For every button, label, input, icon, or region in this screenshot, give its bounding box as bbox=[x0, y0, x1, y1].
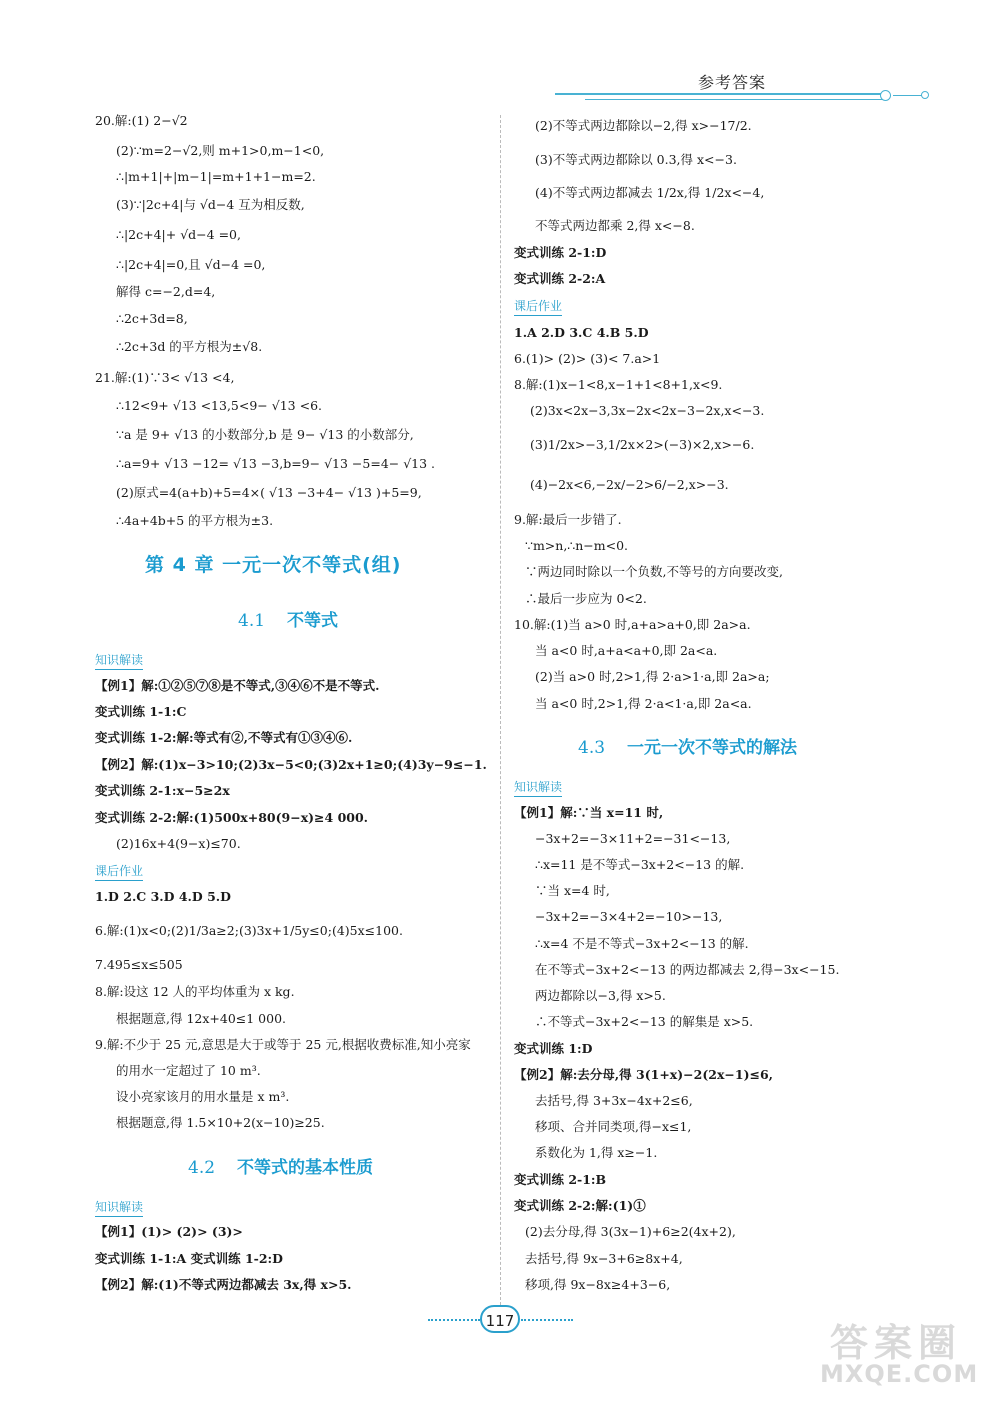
text-line: 6.(1)> (2)> (3)< 7.a>1 bbox=[514, 351, 661, 366]
text-line: (2)∵m=2−√2,则 m+1>0,m−1<0, bbox=[116, 143, 325, 158]
section-title: 一元一次不等式的解法 bbox=[627, 738, 798, 758]
text-line: ∵当 x=4 时, bbox=[535, 883, 610, 898]
column-divider bbox=[500, 115, 501, 1305]
text-line: 移项、合并同类项,得−x≤1, bbox=[535, 1119, 692, 1134]
subheading: 知识解读 bbox=[514, 778, 562, 797]
text-line: 9.解:不少于 25 元,意思是大于或等于 25 元,根据收费标准,知小亮家 bbox=[95, 1037, 471, 1052]
text-line: 20.解:(1) 2−√2 bbox=[95, 113, 188, 128]
text-line: 【例2】解:去分母,得 3(1+x)−2(2x−1)≤6, bbox=[514, 1067, 774, 1082]
header-rule-thin bbox=[585, 99, 885, 100]
text-line: 系数化为 1,得 x≥−1. bbox=[535, 1145, 658, 1160]
text-line: 当 a<0 时,a+a<a+0,即 2a<a. bbox=[535, 643, 718, 658]
text-line: 移项,得 9x−8x≥4+3−6, bbox=[525, 1277, 671, 1292]
text-line: −3x+2=−3×11+2=−31<−13, bbox=[535, 831, 731, 846]
header-circle-icon bbox=[880, 90, 891, 101]
text-line: 变式训练 2-1:B bbox=[514, 1172, 607, 1187]
subheading: 课后作业 bbox=[95, 862, 143, 881]
text-line: 根据题意,得 1.5×10+2(x−10)≥25. bbox=[116, 1115, 325, 1130]
text-line: 【例2】解:(1)不等式两边都减去 3x,得 x>5. bbox=[95, 1277, 352, 1292]
text-line: ∴x=11 是不等式−3x+2<−13 的解. bbox=[535, 857, 745, 872]
watermark-text: 答案圈 bbox=[830, 1321, 963, 1365]
watermark-url: MXQE.COM bbox=[820, 1360, 979, 1388]
section-heading bbox=[578, 733, 797, 758]
text-line: 变式训练 1-1:A 变式训练 1-2:D bbox=[95, 1251, 283, 1266]
text-line: (3)1/2x>−3,1/2x×2>(−3)×2,x>−6. bbox=[530, 437, 755, 452]
text-line: 【例2】解:(1)x−3>10;(2)3x−5<0;(3)2x+1≥0;(4)3y−9≤−1. bbox=[95, 757, 487, 772]
text-line: 变式训练 1-2:解:等式有②,不等式有①③④⑥. bbox=[95, 730, 353, 745]
text-line: 【例1】解:∵当 x=11 时, bbox=[514, 805, 664, 820]
text-line: 变式训练 2-2:解:(1)500x+80(9−x)≥4 000. bbox=[95, 810, 369, 825]
text-line: 1.D 2.C 3.D 4.D 5.D bbox=[95, 889, 231, 904]
text-line: (4)不等式两边都减去 1/2x,得 1/2x<−4, bbox=[535, 185, 765, 200]
section-number: 4.2 bbox=[188, 1158, 216, 1178]
text-line: (2)去分母,得 3(3x−1)+6≥2(4x+2), bbox=[525, 1224, 736, 1239]
text-line: ∴a=9+ √13 −12= √13 −3,b=9− √13 −5=4− √13 . bbox=[116, 456, 436, 471]
text-line: 解得 c=−2,d=4, bbox=[116, 284, 216, 299]
text-line: 10.解:(1)当 a>0 时,a+a>a+0,即 2a>a. bbox=[514, 617, 751, 632]
text-line: (2)16x+4(9−x)≤70. bbox=[116, 836, 241, 851]
dotted-rule bbox=[521, 1319, 573, 1321]
header-rule bbox=[555, 93, 885, 95]
text-line: ∴不等式−3x+2<−13 的解集是 x>5. bbox=[535, 1014, 754, 1029]
text-line: ∴|m+1|+|m−1|=m+1+1−m=2. bbox=[116, 169, 316, 184]
section-number: 4.1 bbox=[238, 611, 266, 631]
text-line: 的用水一定超过了 10 m³. bbox=[116, 1063, 261, 1078]
subheading: 知识解读 bbox=[95, 1198, 143, 1217]
text-line: (2)不等式两边都除以−2,得 x>−17/2. bbox=[535, 118, 752, 133]
text-line: 当 a<0 时,2>1,得 2·a<1·a,即 2a<a. bbox=[535, 696, 752, 711]
subheading: 知识解读 bbox=[95, 651, 143, 670]
text-line: 8.解:(1)x−1<8,x−1+1<8+1,x<9. bbox=[514, 377, 723, 392]
text-line: ∴2c+3d=8, bbox=[116, 311, 188, 326]
text-line: 设小亮家该月的用水量是 x m³. bbox=[116, 1089, 290, 1104]
subheading: 课后作业 bbox=[514, 297, 562, 316]
text-line: ∴x=4 不是不等式−3x+2<−13 的解. bbox=[535, 936, 749, 951]
text-line: 变式训练 1:D bbox=[514, 1041, 593, 1056]
text-line: 变式训练 2-1:D bbox=[514, 245, 607, 260]
text-line: 在不等式−3x+2<−13 的两边都减去 2,得−3x<−15. bbox=[535, 962, 840, 977]
text-line: 两边都除以−3,得 x>5. bbox=[535, 988, 666, 1003]
text-line: (4)−2x<6,−2x/−2>6/−2,x>−3. bbox=[530, 477, 729, 492]
watermark-logo bbox=[820, 1312, 995, 1392]
text-line: 21.解:(1)∵3< √13 <4, bbox=[95, 370, 235, 385]
page-number-badge bbox=[428, 1305, 573, 1335]
text-line: 不等式两边都乘 2,得 x<−8. bbox=[535, 218, 695, 233]
text-line: ∴12<9+ √13 <13,5<9− √13 <6. bbox=[116, 398, 322, 413]
section-number: 4.3 bbox=[578, 738, 606, 758]
text-line: ∴|2c+4|+ √d−4 =0, bbox=[116, 227, 241, 242]
section-title: 不等式的基本性质 bbox=[237, 1158, 374, 1178]
text-line: 变式训练 2-2:A bbox=[514, 271, 606, 286]
header-title: 参考答案 bbox=[697, 73, 766, 92]
text-line: 根据题意,得 12x+40≤1 000. bbox=[116, 1011, 287, 1026]
dotted-rule bbox=[428, 1319, 480, 1321]
text-line: ∵两边同时除以一个负数,不等号的方向要改变, bbox=[525, 564, 783, 579]
text-line: (2)当 a>0 时,2>1,得 2·a>1·a,即 2a>a; bbox=[535, 669, 770, 684]
section-heading bbox=[188, 1153, 373, 1178]
text-line: 变式训练 1-1:C bbox=[95, 704, 187, 719]
text-line: ∵a 是 9+ √13 的小数部分,b 是 9− √13 的小数部分, bbox=[116, 427, 414, 442]
text-line: 1.A 2.D 3.C 4.B 5.D bbox=[514, 325, 649, 340]
text-line: ∴2c+3d 的平方根为±√8. bbox=[116, 339, 263, 354]
chapter-title: 第 4 章 一元一次不等式(组) bbox=[145, 554, 402, 576]
text-line: 去括号,得 9x−3+6≥8x+4, bbox=[525, 1251, 683, 1266]
text-line: −3x+2=−3×4+2=−10>−13, bbox=[535, 909, 723, 924]
text-line: ∵m>n,∴n−m<0. bbox=[525, 538, 629, 553]
text-line: 【例1】解:①②⑤⑦⑧是不等式,③④⑥不是不等式. bbox=[95, 678, 380, 693]
text-line: 变式训练 2-1:x−5≥2x bbox=[95, 783, 230, 798]
text-line: 6.解:(1)x<0;(2)1/3a≥2;(3)3x+1/5y≤0;(4)5x≤100. bbox=[95, 923, 403, 938]
text-line: (2)3x<2x−3,3x−2x<2x−3−2x,x<−3. bbox=[530, 403, 765, 418]
text-line: (3)不等式两边都除以 0.3,得 x<−3. bbox=[535, 152, 737, 167]
text-line: (2)原式=4(a+b)+5=4×( √13 −3+4− √13 )+5=9, bbox=[116, 485, 422, 500]
section-title: 不等式 bbox=[287, 611, 339, 631]
text-line: ∴最后一步应为 0<2. bbox=[525, 591, 647, 606]
text-line: 7.495≤x≤505 bbox=[95, 957, 183, 972]
text-line: ∴4a+4b+5 的平方根为±3. bbox=[116, 513, 274, 528]
text-line: 去括号,得 3+3x−4x+2≤6, bbox=[535, 1093, 693, 1108]
header-rule-tail bbox=[893, 95, 923, 96]
text-line: 【例1】(1)> (2)> (3)> bbox=[95, 1224, 243, 1239]
page-number: 117 bbox=[480, 1305, 520, 1333]
text-line: 8.解:设这 12 人的平均体重为 x kg. bbox=[95, 984, 295, 999]
text-line: 9.解:最后一步错了. bbox=[514, 512, 622, 527]
header-circle-small-icon bbox=[921, 91, 929, 99]
section-heading bbox=[238, 606, 338, 631]
text-line: ∴|2c+4|=0,且 √d−4 =0, bbox=[116, 257, 266, 272]
text-line: 变式训练 2-2:解:(1)① bbox=[514, 1198, 646, 1213]
text-line: (3)∵|2c+4|与 √d−4 互为相反数, bbox=[116, 197, 305, 212]
